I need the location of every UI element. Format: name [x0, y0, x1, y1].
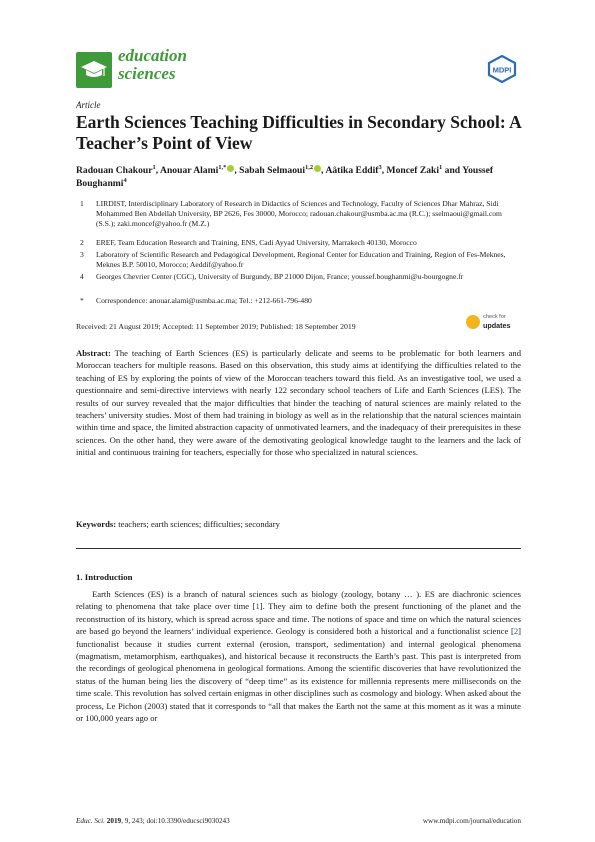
footer-citation-rest: , 9, 243; doi:10.3390/educsci9030243 — [121, 817, 230, 825]
affiliation-text: Laboratory of Scientific Research and Pedagogical Development, Regional Center for Education and Training, Region of Fes-Meknes, Meknes B.P. 50010, Morocco; Aeddif@yahoo.fr — [96, 250, 506, 270]
author-name[interactable]: Radouan Chakour — [76, 165, 153, 176]
author-name[interactable]: Sabah Selmaoui — [239, 165, 306, 176]
footer-year: 2019 — [106, 817, 122, 825]
check-for-updates-badge[interactable] — [466, 313, 521, 333]
author-affiliation-marker: 4 — [123, 176, 127, 184]
affiliation-text: Correspondence: anouar.alami@usmba.ac.ma; Tel.: +212-661-796-480 — [96, 296, 312, 305]
affiliation-number: 3 — [80, 250, 84, 259]
abstract-label: Abstract: — [76, 348, 111, 358]
author-affiliation-marker: 1 — [439, 163, 443, 171]
article-type: Article — [76, 100, 101, 110]
keywords-label: Keywords: — [76, 519, 117, 529]
journal-name-line2: sciences — [118, 64, 176, 83]
mdpi-logo-icon[interactable] — [487, 55, 517, 83]
author-name[interactable]: Anouar Alami — [160, 165, 219, 176]
affiliation-number: * — [80, 296, 84, 305]
check-updates-line2: updates — [483, 321, 511, 330]
intro-text-3: ] functionalist because it studies current external (erosion, transport, sedimentation) and internal geological phenomena (magmatism, metamorphism, earthquakes), and historical because it reconstructs the Earth’s past. This past is interpreted from the recordings of geological phenomena in geological formations. Among the scientific discoveries that have revolutionized the status of the human being lies the discovery of “deep time” as its existence for millennia represents mere milliseconds on the time scale. This revolution has solved certain enigmas in other disciplines such as cosmology and biology. When asked about the process, Le Pichon (2003) stated that it corresponds to “all that makes the Earth not the same at this moment as it was a minute or 100,000 years ago or — [76, 626, 521, 724]
keywords-text: teachers; earth sciences; difficulties; secondary — [118, 519, 280, 529]
section-heading-introduction: 1. Introduction — [76, 572, 133, 582]
affiliation-text: Georges Chevrier Center (CGC), University of Burgundy, BP 21000 Dijon, France; youssef.boughanmi@u-bourgogne.fr — [96, 272, 464, 281]
author-separator: , — [234, 165, 240, 176]
reference-link-2[interactable]: 2 — [513, 626, 519, 637]
publication-dates: Received: 21 August 2019; Accepted: 11 September 2019; Published: 18 September 2019 — [76, 322, 356, 331]
author-affiliation-marker: 3 — [378, 163, 382, 171]
author-affiliation-marker: 1,2 — [305, 163, 314, 171]
affiliation-number: 2 — [80, 238, 84, 247]
footer-journal-url[interactable]: www.mdpi.com/journal/education — [422, 817, 521, 825]
check-updates-icon — [466, 315, 480, 329]
mdpi-logo-text: MDPI — [492, 65, 512, 75]
author-name[interactable]: Moncef Zaki — [386, 165, 440, 176]
footer-journal-abbr: Educ. Sci. — [76, 817, 105, 825]
journal-name[interactable] — [118, 47, 187, 83]
abstract — [76, 347, 521, 459]
intro-text-2: ]. They aim to define both the present functioning of the planet and the reconstruction of its history, which is spread across space and time. The notions of space and time on which the natural sciences are based go beyond the learners’ individual experience. Geology is considered both a historical and a functionalist science [ — [76, 601, 521, 637]
journal-logo-icon — [76, 52, 112, 88]
author-separator: , — [321, 165, 326, 176]
author-separator: , — [381, 165, 387, 176]
author-affiliation-marker: 1 — [152, 163, 156, 171]
author-name[interactable]: Aâtika Eddif — [325, 165, 379, 176]
footer-citation — [76, 817, 230, 825]
introduction-paragraph — [76, 588, 521, 724]
author-separator: , — [155, 165, 161, 176]
intro-text-1: Earth Sciences (ES) is a branch of natural sciences such as biology (zoology, botany … ). ES are diachronic sciences relating to phenomena that take place over time [ — [76, 589, 521, 612]
author-list — [76, 165, 521, 190]
check-updates-line1: check for — [483, 314, 506, 320]
paper-title: Earth Sciences Teaching Difficulties in Secondary School: A Teacher’s Point of View — [76, 112, 521, 153]
author-name[interactable]: Youssef Boughanmi — [76, 165, 494, 189]
author-affiliation-marker: 1,* — [218, 163, 227, 171]
reference-link-1[interactable]: 1 — [255, 601, 260, 612]
keywords — [76, 519, 521, 529]
affiliation-number: 4 — [80, 272, 84, 281]
section-divider — [76, 548, 521, 549]
affiliation-text: LIRDIST, Interdisciplinary Laboratory of Research in Didactics of Sciences and Technology, Faculty of Sciences Dhar Mahraz, Sidi Mohammed Ben Abdellah University, BP 2626, Fes 30000, Morocco; radouan.chakour@usmba.ac.ma (R.C.); sselmaoui@gmail.com (S.S.); zaki.moncef@yahoo.fr (M.Z.) — [96, 199, 502, 229]
journal-name-line1: education — [118, 46, 187, 65]
affiliation-number: 1 — [80, 199, 84, 208]
author-separator: and — [442, 165, 463, 176]
abstract-text: The teaching of Earth Sciences (ES) is particularly delicate and seems to be problematic for both learners and Moroccan teachers for multiple reasons. Based on this observation, this study aims at identifying the difficulties related to the teaching of ES by exploring the points of view of the Moroccan teachers toward this field. As an investigative tool, we used a questionnaire and semi-directive interviews with nearly 122 secondary school teachers of Life and Earth Sciences (LES). The results of our survey revealed that the major difficulties that hinder the teaching of natural sciences are mainly related to the teachers’ university studies. Most of them had training in biology as well as in the relationship that the natural sciences maintain within time and space, the limited abstraction capacity of unmotivated learners, and the inadequacy of their prerequisites in these sciences. On the other hand, they were aware of the demotivating geological knowledge taught to the learners and the lack of initial and continuous training for teachers, especially for those who specialized in natural sciences. — [76, 348, 521, 458]
affiliation-text: EREF, Team Education Research and Training, ENS, Cadi Ayyad University, Marrakech 40130, Morocco — [96, 238, 417, 247]
